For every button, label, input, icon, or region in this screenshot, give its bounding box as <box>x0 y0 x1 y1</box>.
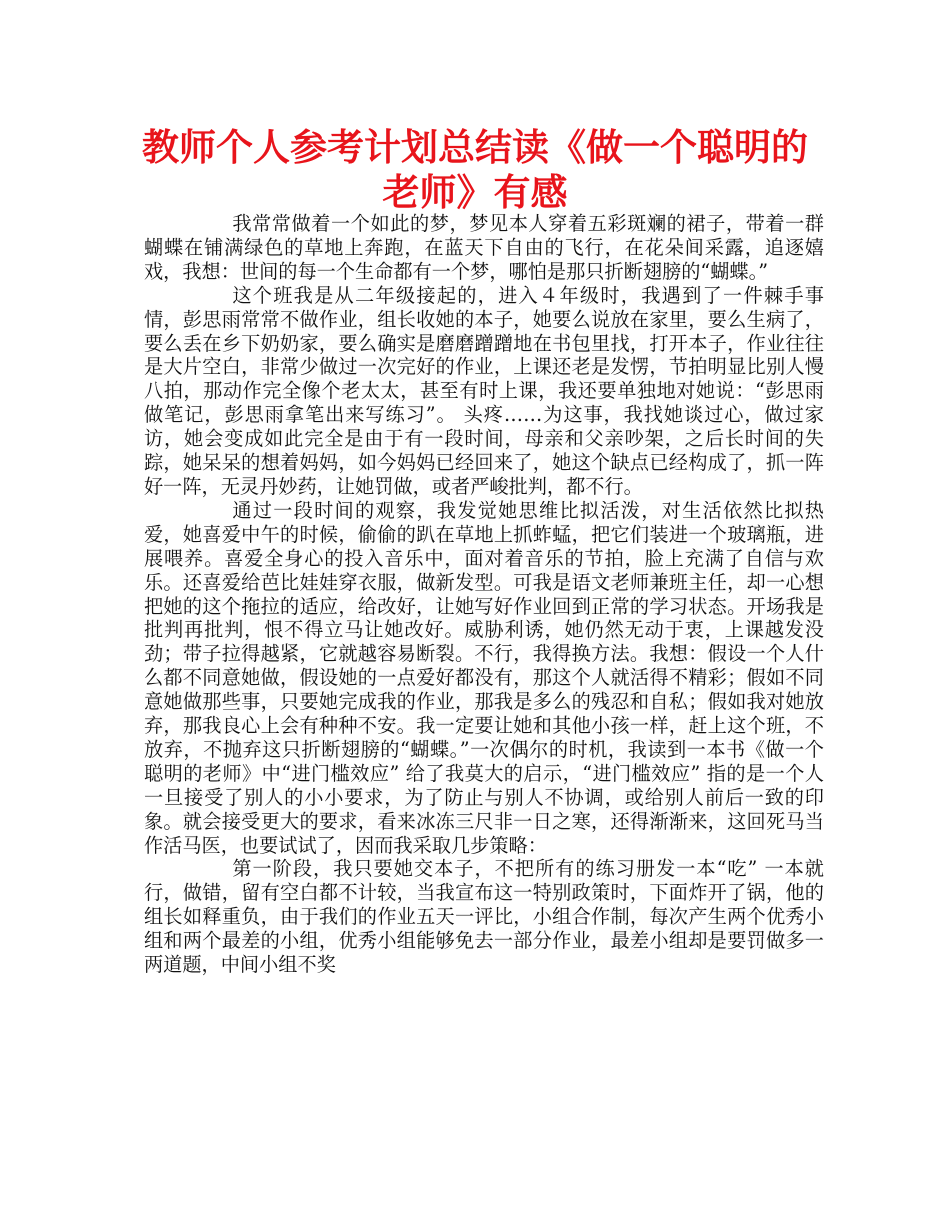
paragraph-student-problem: 这个班我是从二年级接起的，进入４年级时，我遇到了一件棘手事情，彭思雨常常不做作业，组长收她的本子，她要么说放在家里，要么生病了，要么丢在乡下奶奶家，要么确实是磨磨蹭蹭地在书包里找，打开本子，作业往往是大片空白，非常少做过一次完好的作业，上课还老是发愣，节拍明显比别人慢八拍，那动作完全像个老太太，甚至有时上课，我还要单独地对她说：“彭思雨做笔记，彭思雨拿笔出来写练习”。 头疼……为这事，我找她谈过心，做过家访，她会变成如此完全是由于有一段时间，母亲和父亲吵架，之后长时间的失踪，她呆呆的想着妈妈，如今妈妈已经回来了，她这个缺点已经构成了，抓一阵好一阵，无灵丹妙药，让她罚做，或者严峻批判，都不行。 <box>144 283 824 498</box>
paragraph-observation-and-strategy: 通过一段时间的观察，我发觉她思维比拟活泼，对生活依然比拟热爱，她喜爱中午的时候，偷偷的趴在草地上抓蚱蜢，把它们装进一个玻璃瓶，进展喂养。喜爱全身心的投入音乐中，面对着音乐的节拍，脸上充满了自信与欢乐。还喜爱给芭比娃娃穿衣服，做新发型。可我是语文老师兼班主任，却一心想把她的这个拖拉的适应，给改好，让她写好作业回到正常的学习状态。开场我是批判再批判，恨不得立马让她改好。威胁利诱，她仍然无动于衷，上课越发没劲；带子拉得越紧，它就越容易断裂。不行，我得换方法。我想：假设一个人什么都不同意她做，假设她的一点爱好都没有，那这个人就活得不精彩；假如不同意她做那些事，只要她完成我的作业，那我是多么的残忍和自私；假如我对她放弃，那我良心上会有种种不安。我一定要让她和其他小孩一样，赶上这个班，不放弃，不抛弃这只折断翅膀的“蝴蝶。”一次偶尔的时机，我读到一本书《做一个聪明的老师》中“进门槛效应” 给了我莫大的启示，“进门槛效应” 指的是一个人一旦接受了别人的小小要求，为了防止与别人不协调，或给别人前后一致的印象。就会接受更大的要求，看来冰冻三尺非一日之寒，还得渐渐来，这回死马当作活马医，也要试试了，因而我采取几步策略： <box>144 498 824 857</box>
document-title-line-1: 教师个人参考计划总结读《做一个聪明的 <box>142 126 808 169</box>
document-body <box>144 212 824 977</box>
document-title-line-2: 老师》有感 <box>382 171 568 214</box>
paragraph-dream: 我常常做着一个如此的梦，梦见本人穿着五彩斑斓的裙子，带着一群蝴蝶在铺满绿色的草地上奔跑，在蓝天下自由的飞行，在花朵间采露，追逐嬉戏，我想：世间的每一个生命都有一个梦，哪怕是那只折断翅膀的“蝴蝶。” <box>144 212 824 283</box>
paragraph-first-stage: 第一阶段，我只要她交本子，不把所有的练习册发一本“吃” 一本就行，做错，留有空白都不计较，当我宣布这一特别政策时，下面炸开了锅，他的组长如释重负，由于我们的作业五天一评比，小组合作制，每次产生两个优秀小组和两个最差的小组，优秀小组能够免去一部分作业，最差小组却是要罚做多一两道题，中间小组不奖 <box>144 857 824 977</box>
